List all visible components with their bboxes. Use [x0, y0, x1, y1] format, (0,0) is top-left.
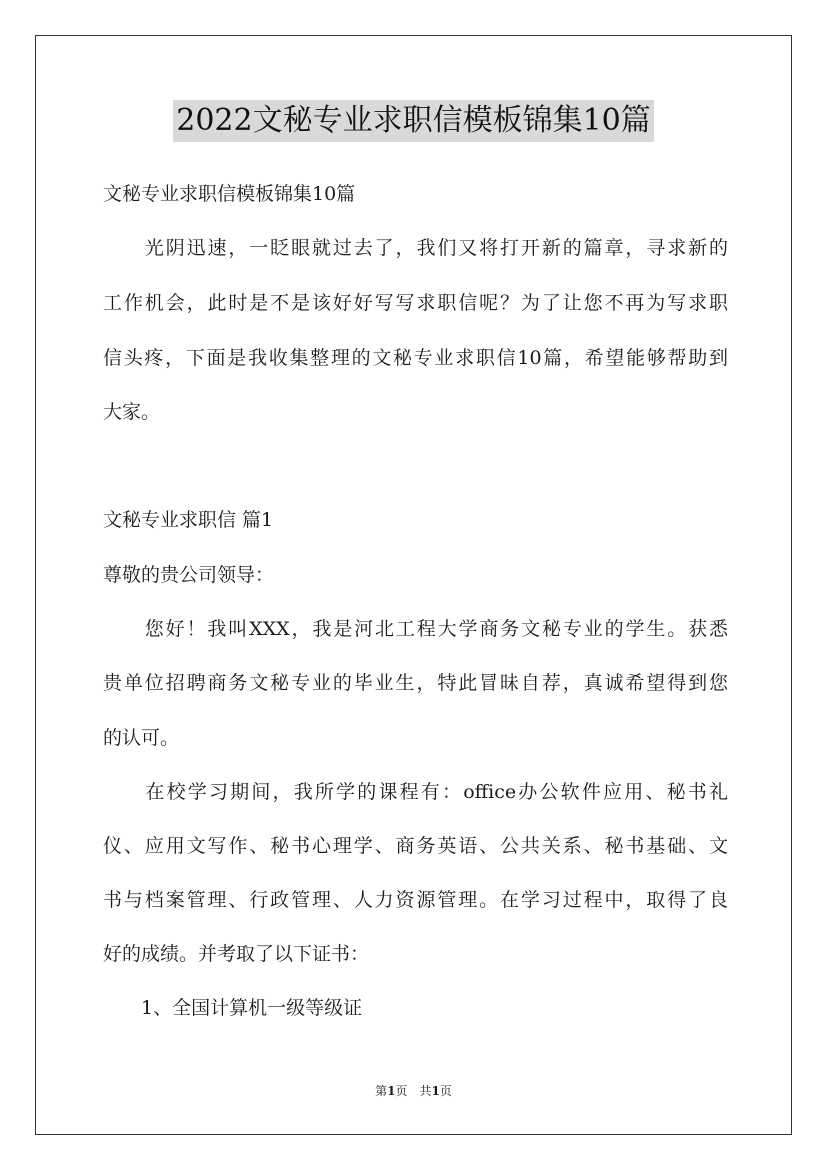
intro-line-4: 大家。 — [103, 401, 161, 423]
document-title: 2022文秘专业求职信模板锦集10篇 — [173, 100, 654, 142]
para1-line-3: 的认可。 — [103, 727, 180, 749]
footer-page-number: 1 — [387, 1084, 396, 1098]
intro-line-3: 信头疼，下面是我收集整理的文秘专业求职信10篇，希望能够帮助到 — [103, 347, 728, 369]
title-container — [0, 100, 827, 142]
page-footer — [0, 1083, 827, 1099]
document-subtitle: 文秘专业求职信模板锦集10篇 — [103, 183, 356, 205]
section-heading: 文秘专业求职信 篇1 — [103, 509, 274, 531]
salutation: 尊敬的贵公司领导： — [103, 564, 275, 586]
para1-line-1: 您好！我叫XXX，我是河北工程大学商务文秘专业的学生。获悉 — [103, 618, 728, 640]
para2-line-2: 仪、应用文写作、秘书心理学、商务英语、公共关系、秘书基础、文 — [103, 835, 728, 857]
footer-page-suffix: 页 — [439, 1084, 452, 1098]
para1-line-2: 贵单位招聘商务文秘专业的毕业生，特此冒昧自荐，真诚希望得到您 — [103, 672, 728, 694]
para2-line-1: 在校学习期间，我所学的课程有：office办公软件应用、秘书礼 — [103, 781, 728, 803]
footer-page-prefix: 第 — [375, 1084, 388, 1098]
para2-line-3: 书与档案管理、行政管理、人力资源管理。在学习过程中，取得了良 — [103, 889, 728, 911]
footer-page-mid: 页 共 — [395, 1084, 432, 1098]
list-item-1: 1、全国计算机一级等级证 — [103, 997, 363, 1019]
intro-line-1: 光阴迅速，一眨眼就过去了，我们又将打开新的篇章，寻求新的 — [103, 237, 728, 259]
para2-line-4: 好的成绩。并考取了以下证书： — [103, 943, 370, 965]
intro-line-2: 工作机会，此时是不是该好好写写求职信呢？为了让您不再为写求职 — [103, 292, 728, 314]
footer-page-total: 1 — [431, 1084, 440, 1098]
